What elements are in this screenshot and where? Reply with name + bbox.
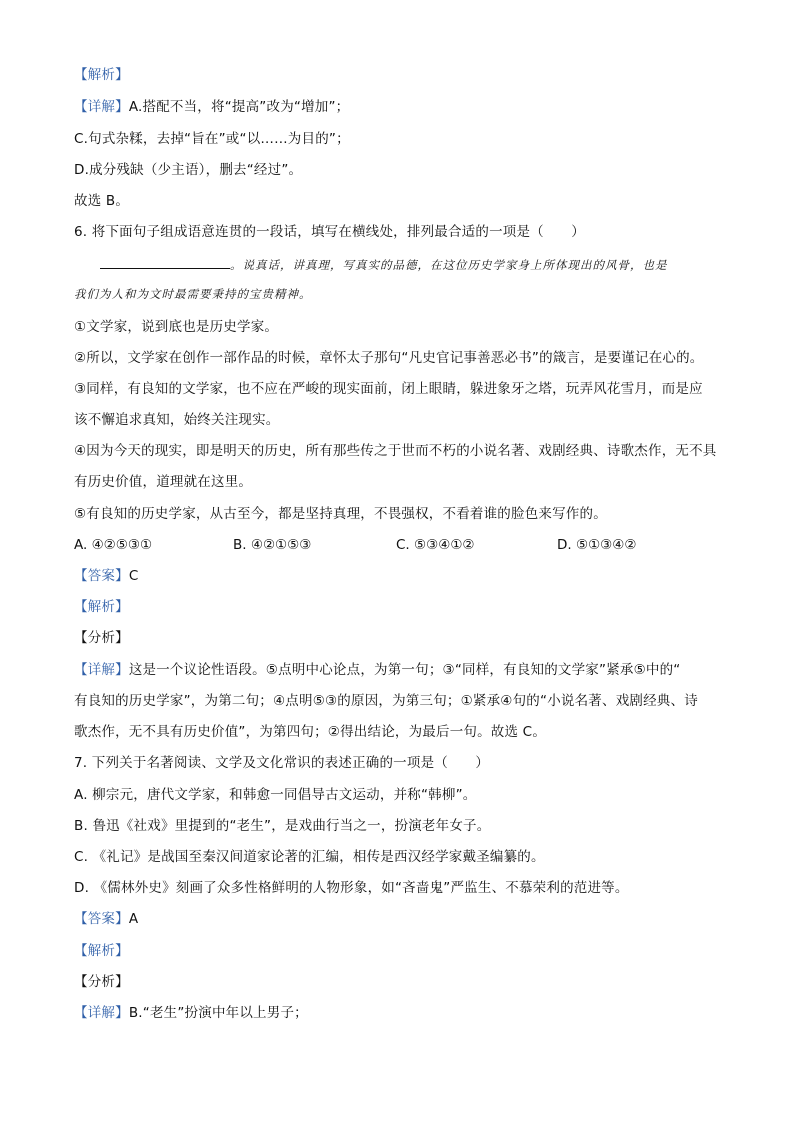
q5-detail	[74, 98, 349, 116]
q6-fenxi-label: 【分析】	[74, 630, 129, 646]
q6-passage-line1	[74, 256, 668, 273]
q5-analysis-label: 【解析】	[74, 67, 129, 83]
q6-sentence-3b: 该不懈追求真知，始终关注现实。	[74, 412, 280, 428]
q6-option-b: B. ④②①⑤③	[233, 537, 312, 553]
q6-passage-line2: 我们为人和为文时最需要秉持的宝贵精神。	[74, 287, 312, 301]
q5-conclusion: 故选 B。	[74, 193, 130, 209]
q7-detail-text: B.“老生”扮演中年以上男子；	[128, 1005, 308, 1021]
q6-sentence-4a: ④因为今天的现实，即是明天的历史，所有那些传之于世而不朽的小说名著、戏剧经典、诗歌杰作，无不具	[74, 443, 717, 459]
q6-passage-text1: 。说真话，讲真理，写真实的品德，在这位历史学家身上所体现出的风骨，也是	[230, 258, 668, 272]
q6-detail-line1	[74, 661, 681, 679]
q7-answer-value: A	[128, 911, 139, 927]
q5-detail-text: A.搭配不当，将“提高”改为“增加”；	[128, 99, 350, 115]
q7-fenxi-label: 【分析】	[74, 974, 129, 990]
q5-detail-label: 【详解】	[74, 99, 129, 115]
q6-detail-text1: 这是一个议论性语段。⑤点明中心论点，为第一句；③“同样，有良知的文学家”紧承⑤中的“	[128, 662, 681, 678]
q5-detail-d: D.成分残缺（少主语），删去“经过”。	[74, 162, 303, 178]
q7-detail-label: 【详解】	[74, 1005, 129, 1021]
q6-option-d: D. ⑤①③④②	[557, 537, 637, 553]
q7-detail	[74, 1004, 308, 1022]
q6-stem: 6. 将下面句子组成语意连贯的一段话，填写在横线处，排列最合适的一项是（ ）	[74, 224, 585, 240]
q7-option-b: B. 鲁迅《社戏》里提到的“老生”，是戏曲行当之一，扮演老年女子。	[74, 818, 491, 834]
q6-detail-line3: 歌杰作，无不具有历史价值”，为第四句；②得出结论，为最后一句。故选 C。	[74, 724, 547, 740]
q6-sentence-5: ⑤有良知的历史学家，从古至今，都是坚持真理，不畏强权，不看着谁的脸色来写作的。	[74, 506, 607, 522]
q6-answer-blank	[100, 256, 230, 269]
q6-option-a: A. ④②⑤③①	[74, 537, 153, 553]
q6-sentence-2: ②所以，文学家在创作一部作品的时候，章怀太子那句“凡史官记事善恶必书”的箴言，是要谨记在心的。	[74, 350, 704, 366]
q6-analysis-label: 【解析】	[74, 599, 129, 615]
q7-option-a: A. 柳宗元，唐代文学家，和韩愈一同倡导古文运动，并称“韩柳”。	[74, 787, 477, 803]
q7-answer-label: 【答案】	[74, 911, 129, 927]
q6-detail-line2: 有良知的历史学家”，为第二句；④点明⑤③的原因，为第三句；①紧承④句的“小说名著、戏剧经典、诗	[74, 693, 698, 709]
q6-detail-label: 【详解】	[74, 662, 129, 678]
q6-option-c: C. ⑤③④①②	[396, 537, 475, 553]
q7-option-d: D. 《儒林外史》刻画了众多性格鲜明的人物形象，如“吝啬鬼”严监生、不慕荣利的范进等。	[74, 880, 629, 896]
q7-stem: 7. 下列关于名著阅读、文学及文化常识的表述正确的一项是（ ）	[74, 755, 490, 771]
q6-answer	[74, 567, 138, 585]
q6-sentence-3a: ③同样，有良知的文学家，也不应在严峻的现实面前，闭上眼睛，躲进象牙之塔，玩弄风花雪月，而是应	[74, 381, 703, 397]
q6-answer-label: 【答案】	[74, 568, 129, 584]
q7-answer	[74, 910, 138, 928]
q7-option-c: C. 《礼记》是战国至秦汉间道家论著的汇编，相传是西汉经学家戴圣编纂的。	[74, 849, 545, 865]
q6-sentence-1: ①文学家，说到底也是历史学家。	[74, 319, 279, 335]
q7-analysis-label: 【解析】	[74, 943, 129, 959]
q5-detail-c: C.句式杂糅，去掉“旨在”或“以……为目的”；	[74, 131, 350, 147]
q6-answer-value: C	[128, 568, 139, 584]
q6-sentence-4b: 有历史价值，道理就在这里。	[74, 474, 253, 490]
